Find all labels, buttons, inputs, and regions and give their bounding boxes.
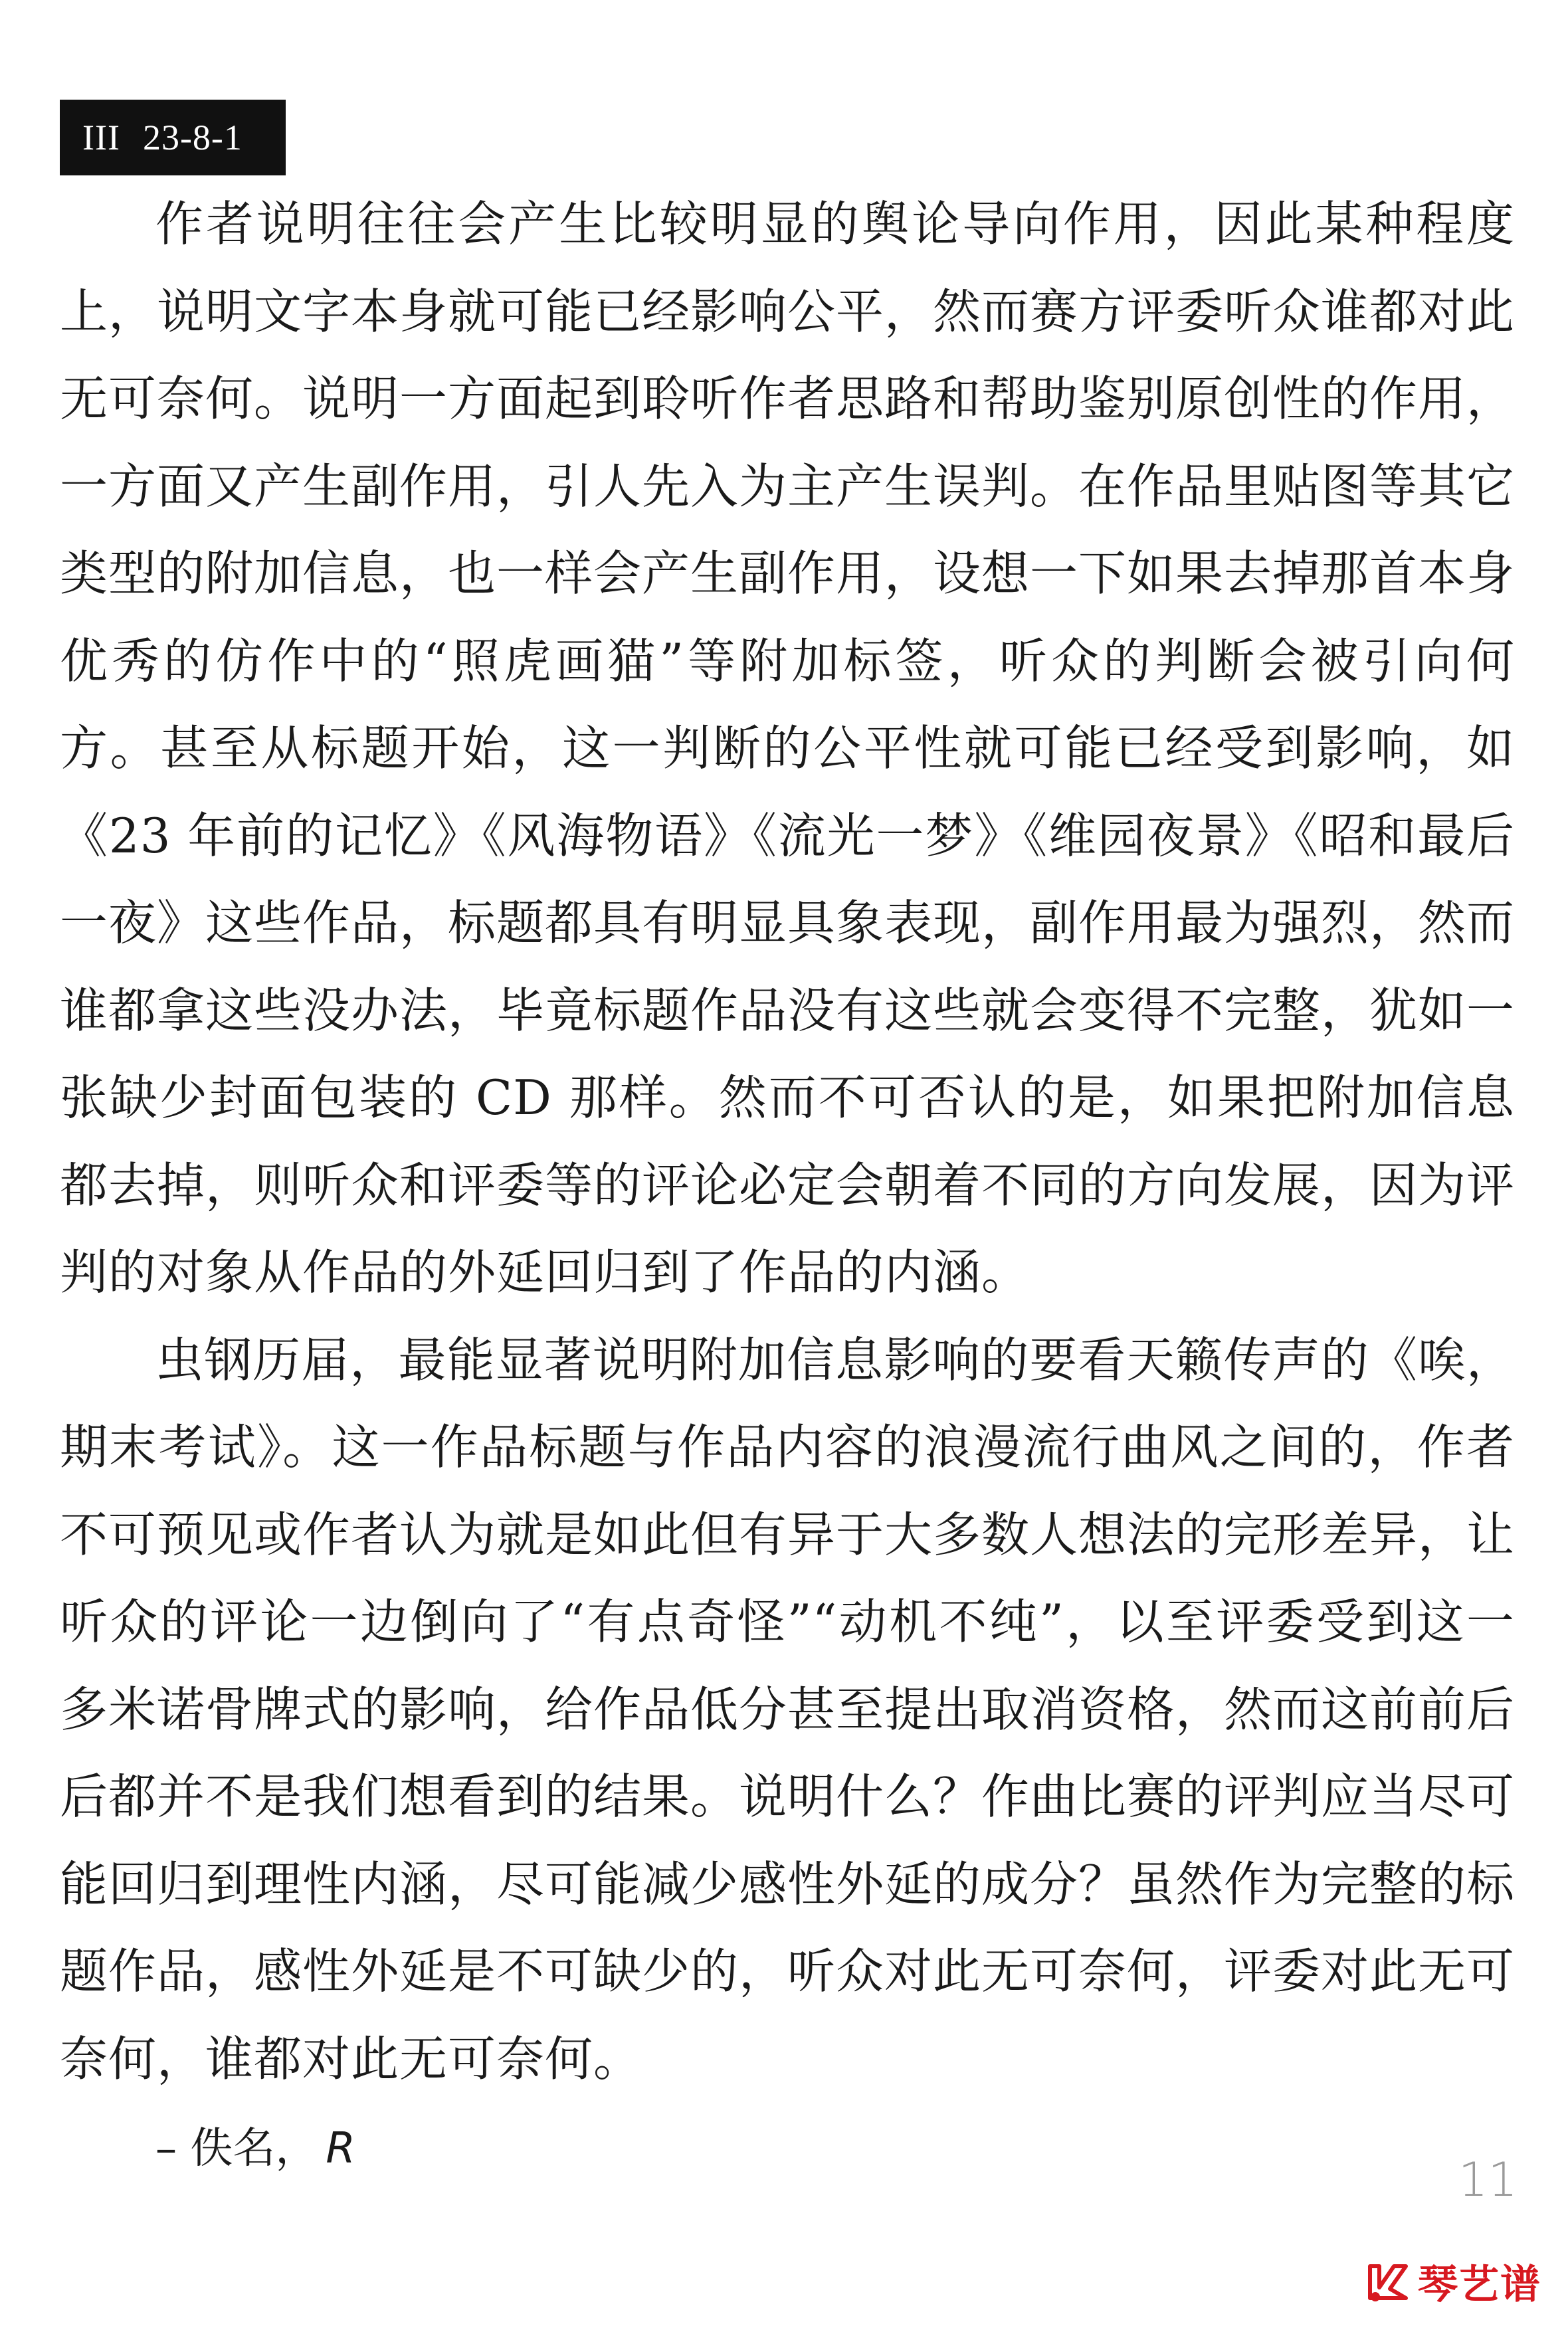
section-tag bbox=[60, 100, 286, 175]
signature bbox=[60, 2105, 1515, 2193]
article-body bbox=[60, 181, 1515, 2193]
watermark-logo bbox=[1365, 2253, 1541, 2310]
signature-initial: R bbox=[326, 2124, 355, 2173]
page-number: 11 bbox=[1458, 2153, 1518, 2207]
paragraph-2: 虫钢历届，最能显著说明附加信息影响的要看天籁传声的《唉，期末考试》。这一作品标题与作品内容的浪漫流行曲风之间的，作者不可预见或作者认为就是如此但有异于大多数人想法的完形差异，让听众的评论一边倒向了“有点奇怪”“动机不纯”，以至评委受到这一多米诺骨牌式的影响，给作品低分甚至提出取消资格，然而这前前后后都并不是我们想看到的结果。说明什么？作曲比赛的评判应当尽可能回归到理性内涵，尽可能减少感性外延的成分？虽然作为完整的标题作品，感性外延是不可缺少的，听众对此无可奈何，评委对此无可奈何，谁都对此无可奈何。 bbox=[60, 1331, 1516, 2087]
paragraph-1: 作者说明往往会产生比较明显的舆论导向作用，因此某种程度上，说明文字本身就可能已经影响公平，然而赛方评委听众谁都对此无可奈何。说明一方面起到聆听作者思路和帮助鉴别原创性的作用，一方面又产生副作用，引人先入为主产生误判。在作品里贴图等其它类型的附加信息，也一样会产生副作用，设想一下如果去掉那首本身优秀的仿作中的“照虎画猫”等附加标签，听众的判断会被引向何方。甚至从标题开始，这一判断的公平性就可能已经受到影响，如《23 年前的记忆》《风海物语》《流光一梦》《维园夜景》《昭和最后一夜》这些作品，标题都具有明显具象表现，副作用最为强烈，然而谁都拿这些没办法，毕竟标题作品没有这些就会变得不完整，犹如一张缺少封面包装的 CD 那样。然而不可否认的是，如果把附加信息都去掉，则听众和评委等的评论必定会朝着不同的方向发展，因为评判的对象从作品的外延回归到了作品的内涵。 bbox=[60, 196, 1516, 1300]
music-note-logo-icon bbox=[1365, 2258, 1411, 2305]
section-code: 23-8-1 bbox=[142, 118, 243, 157]
section-roman-numeral: III bbox=[82, 118, 120, 157]
watermark-brand: 琴艺谱 bbox=[1418, 2262, 1541, 2308]
signature-prefix: – 佚名， bbox=[155, 2124, 318, 2173]
